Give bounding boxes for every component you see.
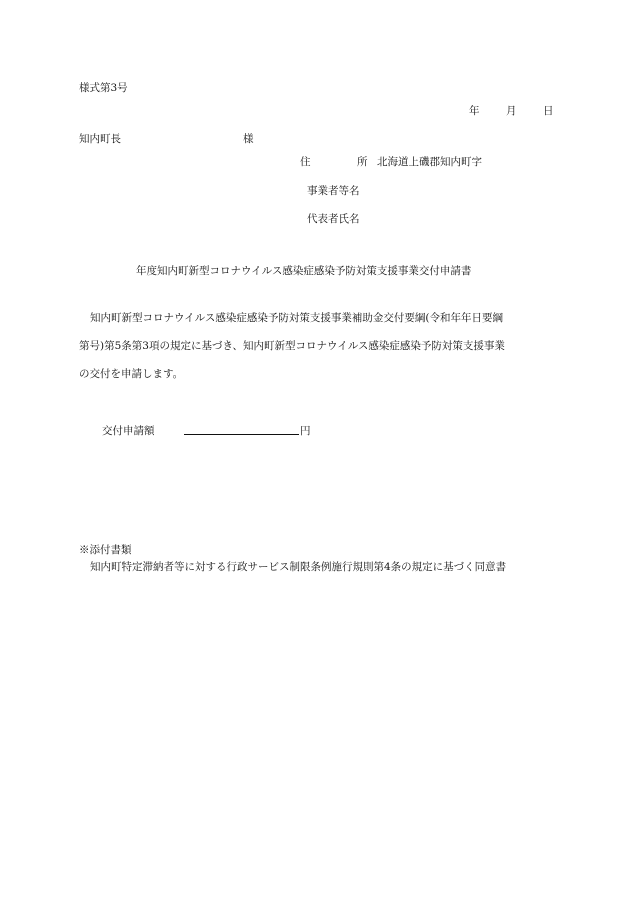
- amount-blank-line: [184, 434, 299, 435]
- document-title: 年度知内町新型コロナウイルス感染症感染予防対策支援事業交付申請書: [136, 265, 472, 277]
- addressee: 知内町長: [79, 133, 121, 145]
- date-day-label: 日: [543, 105, 554, 117]
- body-line: の交付を申請します。: [79, 368, 184, 380]
- representative-label: 代表者氏名: [307, 213, 360, 225]
- addressee-suffix: 様: [243, 133, 254, 145]
- attachments-heading: ※添付書類: [79, 544, 132, 556]
- address-label-second-char: 所: [357, 156, 368, 168]
- application-amount-label: 交付申請額: [102, 425, 155, 437]
- form-number: 様式第3号: [79, 82, 128, 94]
- attachment-item: 知内町特定滞納者等に対する行政サービス制限条例施行規則第4条の規定に基づく同意書: [90, 561, 507, 573]
- date-year-label: 年: [469, 105, 480, 117]
- date-row: [469, 106, 554, 117]
- date-month-label: 月: [506, 105, 517, 117]
- address-value: 北海道上磯郡知内町字: [377, 156, 482, 168]
- address-label-first-char: 住: [300, 156, 311, 168]
- body-line: 知内町新型コロナウイルス感染症感染予防対策支援事業補助金交付要綱(令和年年日要綱: [90, 312, 503, 324]
- business-name-label: 事業者等名: [307, 185, 360, 197]
- body-line: 第号)第5条第3項の規定に基づき、知内町新型コロナウイルス感染症感染予防対策支援事業: [79, 340, 505, 352]
- amount-unit: 円: [300, 425, 311, 437]
